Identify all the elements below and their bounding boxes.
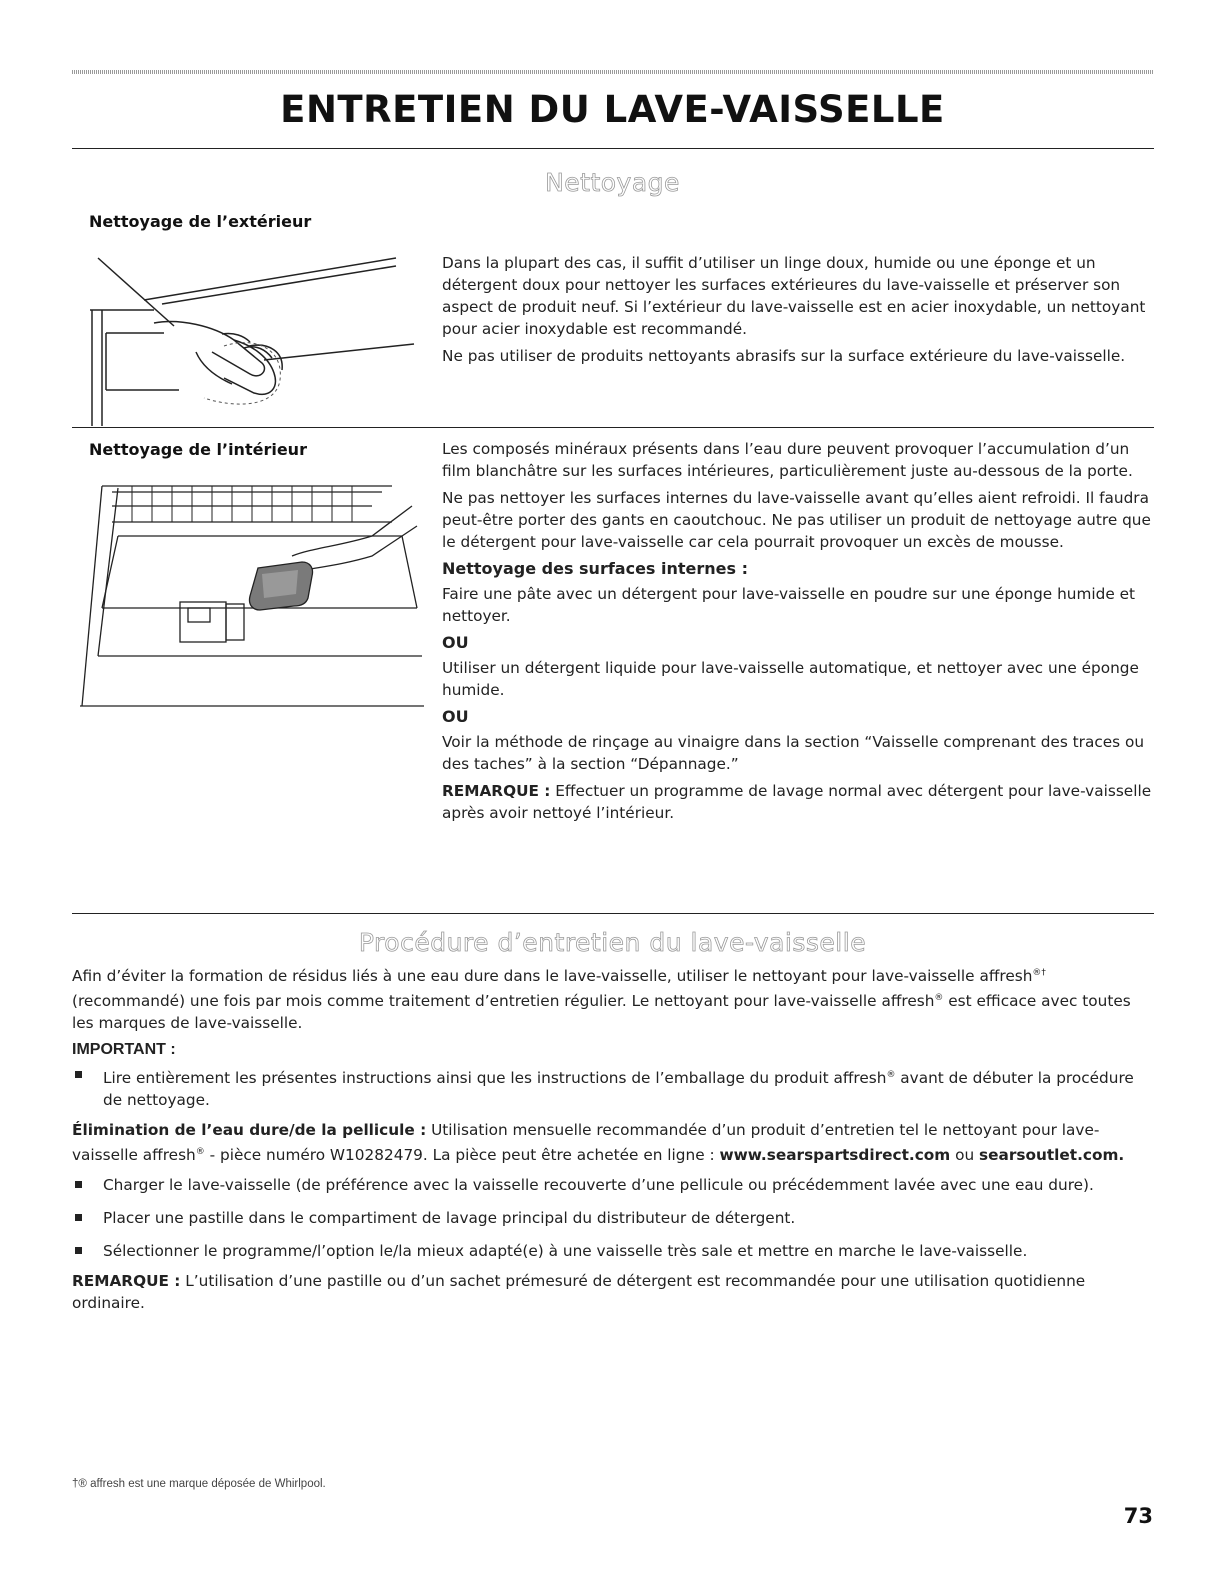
option-1: Faire une pâte avec un détergent pour lave-vaisselle en poudre sur une éponge humide et nettoyer.	[442, 585, 1136, 625]
intro-part-a: Afin d’éviter la formation de résidus liés à une eau dure dans le lave-vaisselle, utiliser le nettoyant pour lave-vaisselle affresh	[72, 967, 1033, 986]
exterior-subheading: Nettoyage de l’extérieur	[89, 212, 312, 231]
title-rule	[72, 148, 1154, 149]
internal-surfaces-heading: Nettoyage des surfaces internes :	[442, 559, 749, 578]
procedure-note-text: L’utilisation d’une pastille ou d’un sachet prémesuré de détergent est recommandée pour une utilisation quotidienne ordinaire.	[72, 1272, 1086, 1313]
procedure-rule	[72, 913, 1154, 914]
link-searsoutlet[interactable]: searsoutlet.com.	[979, 1146, 1125, 1165]
important-part-a: Lire entièrement les présentes instructions ainsi que les instructions de l’emballage du produit affresh	[103, 1069, 887, 1088]
interior-note	[442, 780, 1152, 824]
important-item	[72, 1064, 1154, 1111]
step-1: Charger le lave-vaisselle (de préférence avec la vaisselle recouverte d’une pellicule ou précédemment lavée avec une eau dure).	[72, 1174, 1154, 1196]
film-or: ou	[950, 1146, 980, 1165]
top-dotted-line	[72, 70, 1154, 74]
interior-text	[442, 438, 1152, 829]
exterior-text	[442, 252, 1152, 372]
page-title: ENTRETIEN DU LAVE-VAISSELLE	[280, 88, 945, 131]
procedure-note-label: REMARQUE :	[72, 1272, 181, 1291]
intro-sup-2: ®	[934, 993, 944, 1004]
important-sup: ®	[886, 1070, 896, 1081]
procedure-heading: Procédure d’entretien du lave-vaisselle	[358, 928, 867, 957]
footnote: †® affresh est une marque déposée de Whirlpool.	[72, 1478, 326, 1490]
cleaning-heading: Nettoyage	[545, 168, 680, 197]
exterior-cleaning-illustration	[84, 248, 429, 426]
step-3: Sélectionner le programme/l’option le/la mieux adapté(e) à une vaisselle très sale et mettre en marche le lave-vaisselle.	[72, 1240, 1154, 1262]
procedure-intro	[72, 962, 1154, 1034]
important-label: IMPORTANT :	[72, 1041, 176, 1059]
link-searspartsdirect[interactable]: www.searspartsdirect.com	[719, 1146, 951, 1165]
film-label: Élimination de l’eau dure/de la pellicule :	[72, 1121, 427, 1140]
interior-paragraph-1: Les composés minéraux présents dans l’eau dure peuvent provoquer l’accumulation d’un film blanchâtre sur les surfaces intérieures, particulièrement juste au-dessous de la porte.	[442, 440, 1133, 480]
option-2: Utiliser un détergent liquide pour lave-vaisselle automatique, et nettoyer avec une éponge humide.	[442, 659, 1139, 699]
intro-part-c: est efficace avec toutes les marques de lave-vaisselle.	[72, 992, 1131, 1033]
intro-sup-1: ®†	[1032, 968, 1046, 978]
procedure-text	[72, 962, 1154, 1319]
film-sup: ®	[195, 1147, 205, 1158]
interior-subheading: Nettoyage de l’intérieur	[89, 440, 307, 459]
option-3: Voir la méthode de rinçage au vinaigre dans la section “Vaisselle comprenant des traces ou des taches” à la section “Dépannage.”	[442, 733, 1145, 773]
intro-part-b: (recommandé) une fois par mois comme traitement d’entretien régulier. Le nettoyant pour lave-vaisselle affresh	[72, 992, 935, 1011]
film-removal-paragraph	[72, 1119, 1154, 1166]
film-part-a: Utilisation mensuelle recommandée d’un produit d’entretien tel le nettoyant pour lave-vaisselle affresh	[72, 1121, 1100, 1165]
or-label-1: OU	[442, 633, 469, 652]
interior-note-label: REMARQUE :	[442, 782, 551, 800]
procedure-note	[72, 1270, 1154, 1314]
interior-note-text: Effectuer un programme de lavage normal avec détergent pour lave-vaisselle après avoir nettoyé l’intérieur.	[442, 782, 1152, 822]
film-part-b: - pièce numéro W10282479. La pièce peut être achetée en ligne :	[204, 1146, 720, 1165]
important-part-b: avant de débuter la procédure de nettoyage.	[103, 1069, 1134, 1110]
exterior-paragraph-1: Dans la plupart des cas, il suffit d’utiliser un linge doux, humide ou une éponge et un détergent doux pour nettoyer les surfaces extérieures du lave-vaisselle et préserver son aspect de produit neuf. Si l’extérieur du lave-vaisselle est en acier inoxydable, un nettoyant pour acier inoxydable est recommandé.	[442, 254, 1146, 338]
step-2: Placer une pastille dans le compartiment de lavage principal du distributeur de détergent.	[72, 1207, 1154, 1229]
section-divider	[72, 427, 1154, 428]
interior-paragraph-2: Ne pas nettoyer les surfaces internes du lave-vaisselle avant qu’elles aient refroidi. Il faudra peut-être porter des gants en caoutchouc. Ne pas utiliser un produit de nettoyage autre que le détergent pour lave-vaisselle car cela pourrait provoquer un excès de mousse.	[442, 489, 1151, 551]
interior-cleaning-illustration	[72, 476, 432, 710]
or-label-2: OU	[442, 707, 469, 726]
exterior-paragraph-2: Ne pas utiliser de produits nettoyants abrasifs sur la surface extérieure du lave-vaisselle.	[442, 347, 1126, 365]
page-number: 73	[1123, 1504, 1153, 1528]
